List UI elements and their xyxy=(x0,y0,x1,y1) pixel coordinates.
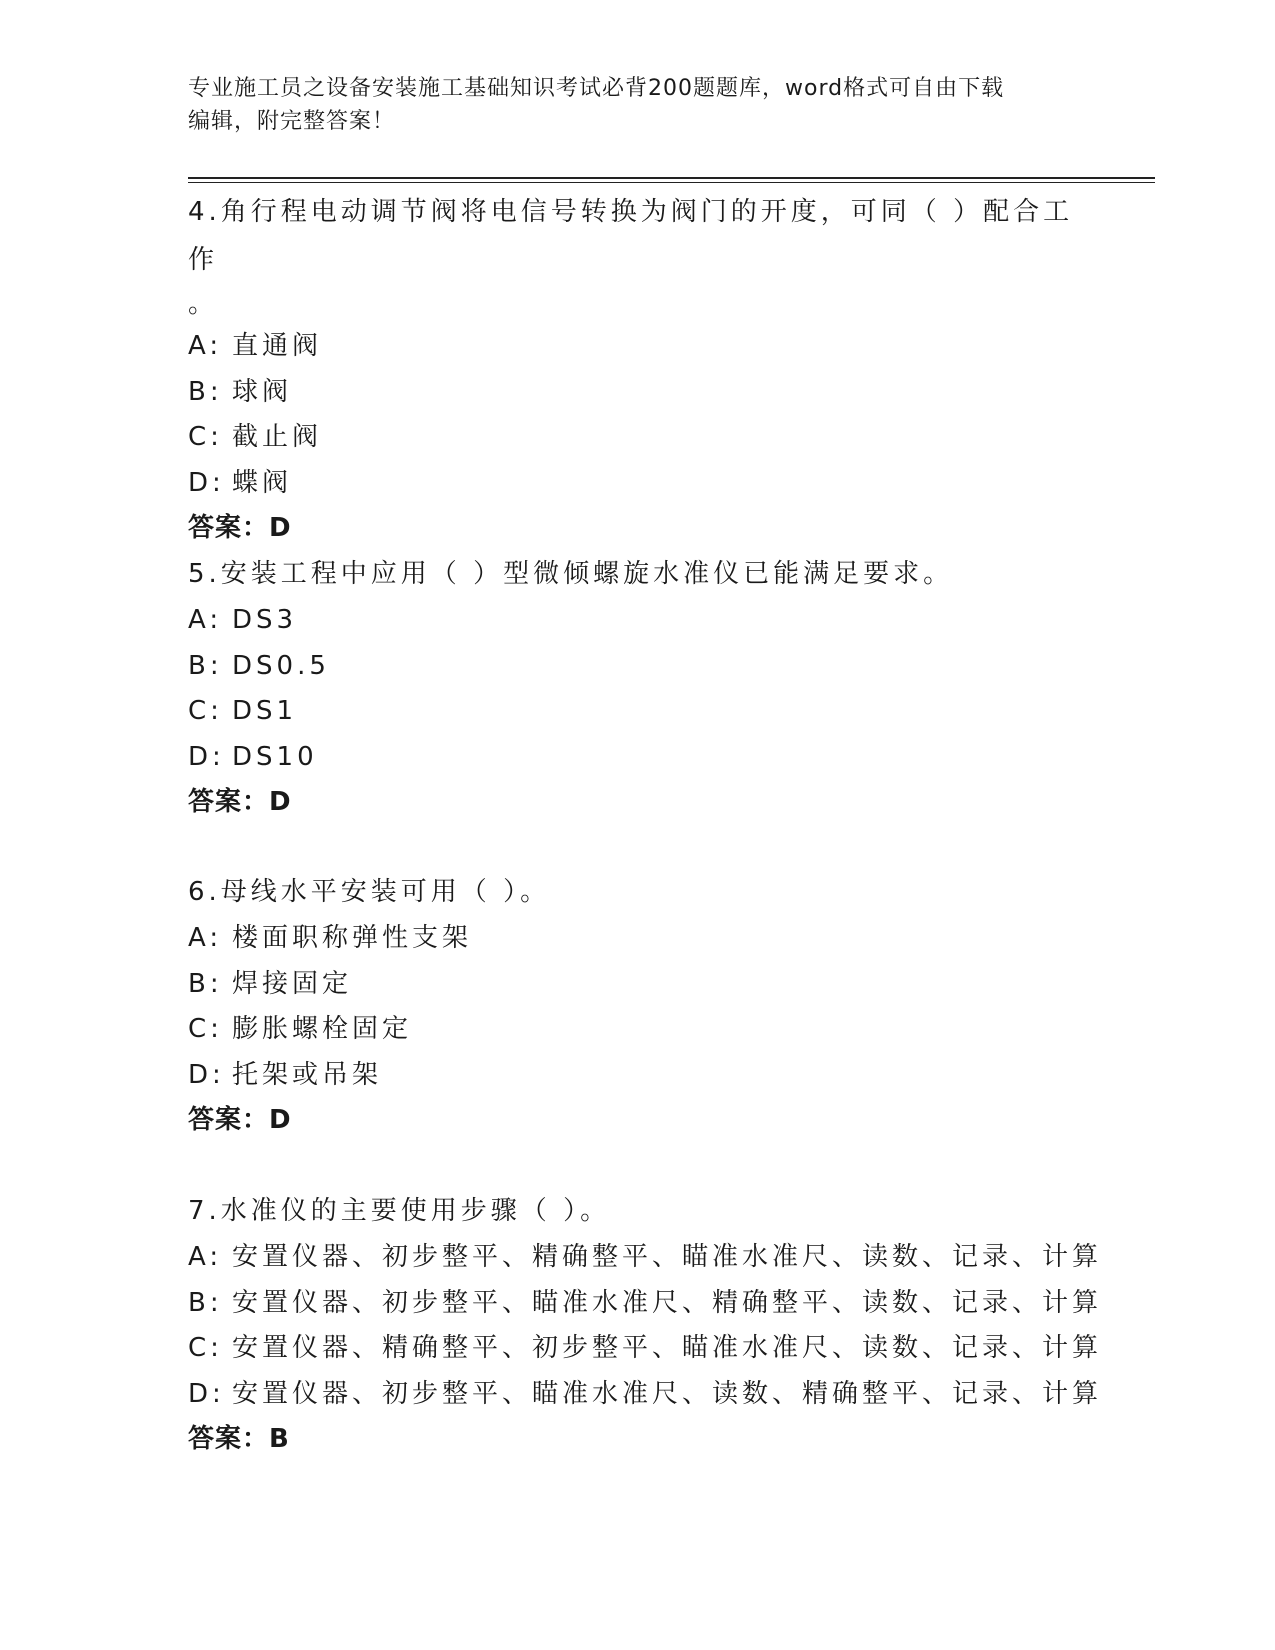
option-text: DS10 xyxy=(232,741,318,772)
question-stem: 4.角行程电动调节阀将电信号转换为阀门的开度，可同（ ）配合工作 xyxy=(188,197,1074,275)
question-7 xyxy=(188,1187,1103,1463)
option-a xyxy=(188,916,1088,962)
option-text: 安置仪器、初步整平、精确整平、瞄准水准尺、读数、记录、计算 xyxy=(232,1242,1103,1272)
option-text: DS3 xyxy=(232,605,298,635)
option-text: 安置仪器、初步整平、瞄准水准尺、读数、精确整平、记录、计算 xyxy=(232,1378,1103,1409)
header-divider-thin xyxy=(188,182,1155,183)
option-letter: D: xyxy=(188,1378,225,1409)
option-letter: C: xyxy=(188,1333,223,1363)
option-text: DS0.5 xyxy=(232,650,330,681)
option-c xyxy=(188,415,1088,461)
option-letter: A: xyxy=(188,1242,223,1272)
question-5 xyxy=(188,550,1088,826)
option-c xyxy=(188,1007,1088,1053)
option-b xyxy=(188,370,1088,416)
option-letter: B: xyxy=(188,968,223,999)
option-letter: C: xyxy=(188,696,223,726)
question-stem-continuation: 。 xyxy=(188,289,215,319)
option-text: 安置仪器、精确整平、初步整平、瞄准水准尺、读数、记录、计算 xyxy=(232,1333,1103,1363)
option-a xyxy=(188,598,1088,644)
answer-line: 答案：D xyxy=(188,787,292,817)
option-letter: D: xyxy=(188,467,225,498)
option-d xyxy=(188,1053,1088,1099)
answer-line: 答案：B xyxy=(188,1424,290,1454)
header-line-1: 专业施工员之设备安装施工基础知识考试必背200题题库，word格式可自由下载 xyxy=(188,76,1005,101)
answer-line: 答案：D xyxy=(188,1105,292,1135)
option-letter: A: xyxy=(188,331,223,361)
question-4 xyxy=(188,188,1088,552)
option-letter: A: xyxy=(188,605,223,635)
option-text: 球阀 xyxy=(232,376,293,407)
option-text: 楼面职称弹性支架 xyxy=(232,923,473,953)
option-c xyxy=(188,689,1088,735)
option-letter: B: xyxy=(188,650,223,681)
option-text: 直通阀 xyxy=(232,331,323,361)
option-letter: D: xyxy=(188,1059,225,1090)
question-6 xyxy=(188,868,1088,1144)
option-letter: C: xyxy=(188,1014,223,1044)
option-b xyxy=(188,962,1088,1008)
option-text: 安置仪器、初步整平、瞄准水准尺、精确整平、读数、记录、计算 xyxy=(232,1287,1103,1318)
option-letter: B: xyxy=(188,376,223,407)
question-stem: 5.安装工程中应用（ ）型微倾螺旋水准仪已能满足要求。 xyxy=(188,559,954,589)
question-stem: 7.水准仪的主要使用步骤（ ）。 xyxy=(188,1196,611,1226)
header-divider-thick xyxy=(188,177,1155,179)
option-text: 截止阀 xyxy=(232,422,323,452)
answer-line: 答案：D xyxy=(188,513,292,543)
option-b xyxy=(188,1281,1103,1327)
option-d xyxy=(188,1372,1103,1418)
option-d xyxy=(188,461,1088,507)
option-a xyxy=(188,324,1088,370)
option-text: 托架或吊架 xyxy=(232,1059,383,1090)
option-letter: B: xyxy=(188,1287,223,1318)
question-stem: 6.母线水平安装可用（ ）。 xyxy=(188,877,551,907)
option-letter: A: xyxy=(188,923,223,953)
document-header xyxy=(188,72,1088,138)
option-a xyxy=(188,1235,1103,1281)
option-text: 蝶阀 xyxy=(232,467,293,498)
option-text: 膨胀螺栓固定 xyxy=(232,1014,413,1044)
option-d xyxy=(188,735,1088,781)
header-line-2: 编辑，附完整答案！ xyxy=(188,109,396,134)
option-letter: C: xyxy=(188,422,223,452)
option-text: DS1 xyxy=(232,696,298,726)
option-text: 焊接固定 xyxy=(232,968,353,999)
option-letter: D: xyxy=(188,741,225,772)
option-c xyxy=(188,1326,1103,1372)
option-b xyxy=(188,644,1088,690)
